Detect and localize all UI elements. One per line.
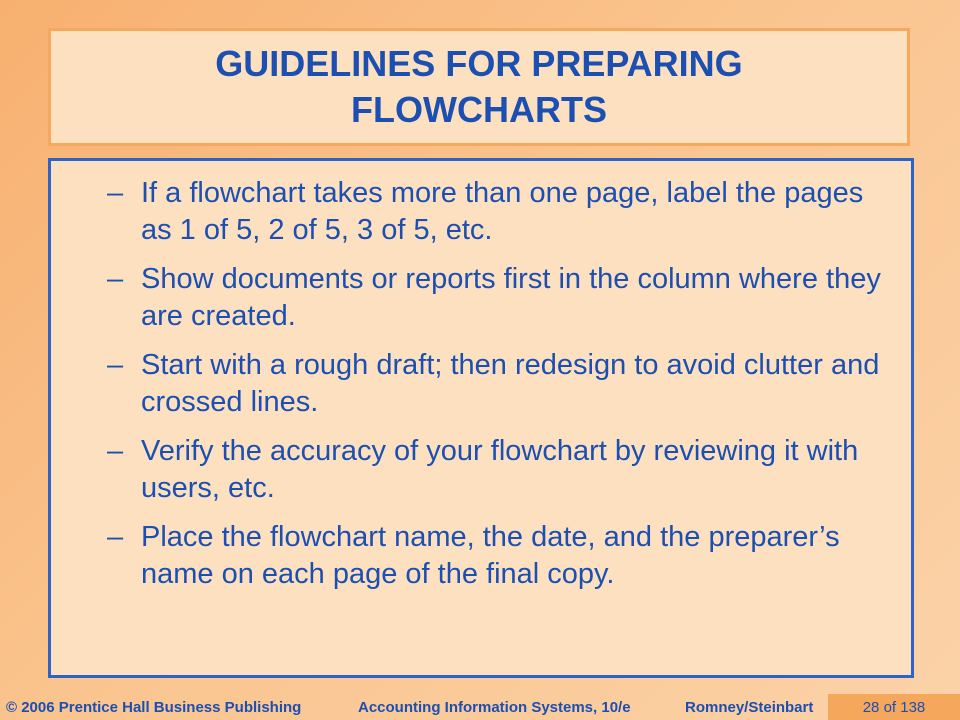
footer-copyright: © 2006 Prentice Hall Business Publishing — [6, 698, 302, 716]
footer-book-title: Accounting Information Systems, 10/e — [358, 698, 631, 716]
bullet-text: Place the flowchart name, the date, and the preparer’s name on each page of the final copy. — [141, 521, 840, 590]
bullet-item — [107, 433, 893, 507]
bullet-item — [107, 261, 893, 335]
page-number-box — [828, 694, 960, 720]
footer-authors: Romney/Steinbart — [685, 698, 814, 716]
bullet-text: Start with a rough draft; then redesign to avoid clutter and crossed lines. — [141, 349, 880, 418]
slide-title: GUIDELINES FOR PREPARING FLOWCHARTS — [215, 43, 743, 130]
bullet-item — [107, 347, 893, 421]
bullet-list — [51, 161, 911, 593]
bullet-dash: – — [107, 263, 124, 295]
bullet-item — [107, 519, 893, 593]
bullet-dash: – — [107, 349, 124, 381]
bullet-text: If a flowchart takes more than one page, label the pages as 1 of 5, 2 of 5, 3 of 5, etc. — [141, 177, 864, 246]
bullet-text: Show documents or reports first in the column where they are created. — [141, 263, 881, 332]
bullet-dash: – — [107, 435, 124, 467]
slide-content-box — [48, 158, 914, 678]
bullet-text: Verify the accuracy of your flowchart by reviewing it with users, etc. — [141, 435, 859, 504]
slide-title-box — [48, 28, 910, 146]
bullet-dash: – — [107, 177, 124, 209]
bullet-item — [107, 175, 893, 249]
slide-footer — [0, 694, 960, 720]
bullet-dash: – — [107, 521, 124, 553]
page-number: 28 of 138 — [862, 698, 926, 716]
